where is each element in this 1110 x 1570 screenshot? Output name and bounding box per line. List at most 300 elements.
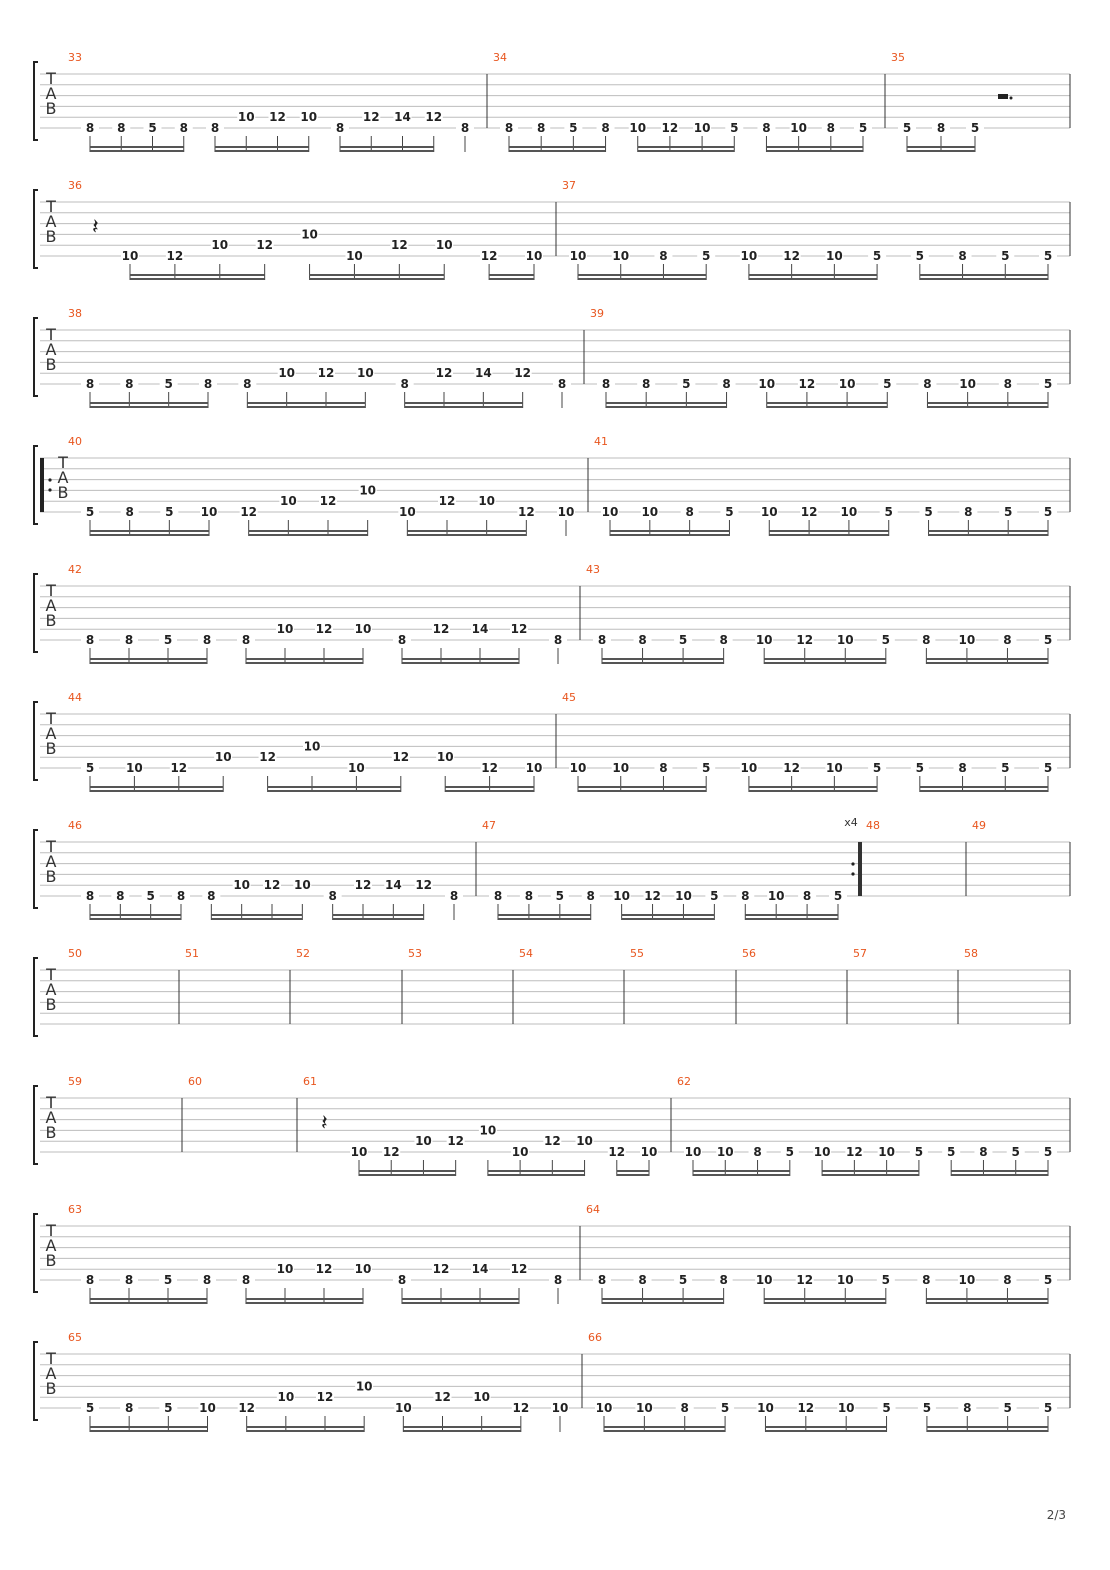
tab-clef-letter: B: [45, 355, 57, 374]
fret-number: 8: [659, 761, 668, 775]
fret-number: 8: [753, 1145, 762, 1159]
fret-number: 10: [684, 1145, 702, 1159]
fret-number: 10: [121, 249, 139, 263]
fret-number: 8: [923, 377, 932, 391]
tab-clef-letter: A: [45, 724, 57, 743]
fret-number: 10: [767, 889, 785, 903]
fret-number: 8: [722, 377, 731, 391]
fret-number: 5: [924, 505, 933, 519]
fret-number: 10: [826, 761, 843, 775]
fret-number: 10: [479, 1123, 497, 1138]
measure-number: 56: [742, 947, 756, 960]
fret-number: 12: [798, 377, 816, 391]
page-number: 2/3: [1046, 1508, 1066, 1522]
fret-number: 12: [800, 505, 818, 519]
fret-number: 8: [397, 1273, 407, 1287]
fret-number: 10: [612, 761, 630, 775]
fret-number: 8: [659, 249, 668, 263]
fret-number: 8: [125, 505, 134, 519]
fret-number: 12: [783, 249, 800, 263]
tab-clef-letter: A: [45, 1364, 57, 1383]
fret-number: 10: [478, 494, 496, 509]
system-bracket: [34, 958, 38, 1036]
fret-number: 5: [163, 1273, 173, 1287]
fret-number: 10: [757, 1401, 774, 1415]
fret-number: 8: [802, 889, 812, 903]
measure-number: 36: [68, 179, 82, 192]
fret-number: 12: [392, 750, 410, 765]
measure-number: 42: [68, 563, 82, 576]
half-rest: [998, 94, 1008, 99]
fret-number: 10: [126, 761, 143, 775]
fret-number: 8: [202, 1273, 212, 1287]
fret-number: 12: [415, 878, 433, 893]
fret-number: 10: [350, 1145, 368, 1159]
tab-system: [34, 1203, 1070, 1304]
fret-number: 10: [276, 1262, 294, 1277]
fret-number: 8: [685, 505, 694, 519]
fret-number: 8: [179, 121, 188, 135]
fret-number: 8: [210, 121, 220, 135]
fret-number: 8: [493, 889, 503, 903]
fret-number: 8: [638, 1273, 647, 1287]
fret-number: 12: [796, 633, 814, 647]
fret-number: 8: [397, 633, 407, 647]
tab-system: [34, 1075, 1070, 1176]
fret-number: 5: [1043, 633, 1053, 647]
measure-number: 63: [68, 1203, 82, 1216]
fret-number: 5: [947, 1145, 956, 1159]
fret-number: 10: [838, 377, 856, 391]
measure-number: 33: [68, 51, 82, 64]
fret-number: 8: [176, 889, 186, 903]
fret-number: 10: [760, 505, 778, 519]
fret-number: 10: [740, 761, 758, 775]
fret-number: 10: [415, 1134, 432, 1149]
fret-number: 10: [636, 1401, 653, 1415]
fret-number: 12: [319, 494, 337, 509]
fret-number: 10: [436, 750, 454, 765]
fret-number: 8: [557, 377, 567, 391]
fret-number: 5: [148, 121, 157, 135]
fret-number: 10: [199, 1401, 216, 1415]
fret-number: 12: [608, 1145, 626, 1159]
measure-number: 37: [562, 179, 576, 192]
fret-number: 5: [1011, 1145, 1020, 1159]
fret-number: 12: [269, 110, 286, 125]
fret-number: 8: [241, 1273, 251, 1287]
fret-number: 8: [553, 633, 563, 647]
measure-number: 35: [891, 51, 905, 64]
tab-clef-letter: A: [45, 1236, 57, 1255]
tab-clef-letter: A: [45, 84, 57, 103]
fret-number: 5: [882, 1401, 891, 1415]
fret-number: 8: [741, 889, 750, 903]
measure-number: 49: [972, 819, 986, 832]
fret-number: 12: [434, 1390, 451, 1405]
fret-number: 12: [259, 750, 276, 765]
tab-clef-letter: A: [45, 212, 57, 231]
tab-clef-letter: T: [46, 1349, 56, 1368]
tab-clef-letter: B: [45, 995, 57, 1014]
fret-number: 12: [354, 878, 372, 893]
fret-number: 10: [359, 483, 377, 498]
fret-number: 10: [278, 366, 296, 381]
fret-number: 12: [256, 238, 274, 253]
fret-number: 8: [524, 889, 534, 903]
fret-number: 5: [678, 1273, 688, 1287]
fret-number: 10: [675, 889, 692, 903]
tab-clef-letter: A: [45, 1108, 57, 1127]
fret-number: 8: [680, 1401, 689, 1415]
tab-clef-letter: A: [45, 340, 57, 359]
tab-system: [34, 691, 1070, 792]
repeat-dot: [851, 872, 854, 875]
measure-number: 55: [630, 947, 644, 960]
fret-number: 5: [833, 889, 843, 903]
fret-number: 12: [432, 622, 450, 637]
fret-number: 8: [963, 1401, 972, 1415]
tab-clef-letter: T: [46, 325, 56, 344]
fret-number: 8: [964, 505, 973, 519]
fret-number: 5: [730, 121, 739, 135]
fret-number: 10: [356, 366, 374, 381]
tab-clef-letter: T: [46, 965, 56, 984]
tab-clef-letter: T: [46, 581, 56, 600]
fret-number: 10: [958, 633, 976, 647]
fret-number: 12: [170, 761, 188, 775]
fret-number: 8: [1003, 377, 1012, 391]
fret-number: 10: [398, 505, 416, 519]
fret-number: 5: [1043, 249, 1053, 263]
fret-number: 8: [85, 633, 95, 647]
fret-number: 5: [678, 633, 688, 647]
fret-number: 12: [435, 366, 453, 381]
measure-number: 62: [677, 1075, 691, 1088]
fret-number: 5: [1043, 1401, 1053, 1415]
system-bracket: [34, 830, 38, 908]
fret-number: 10: [277, 1390, 295, 1405]
fret-number: 12: [796, 1273, 814, 1287]
fret-number: 8: [85, 377, 95, 391]
fret-number: 8: [719, 1273, 728, 1287]
fret-number: 5: [914, 1145, 924, 1159]
fret-number: 10: [525, 249, 543, 263]
measure-number: 45: [562, 691, 576, 704]
fret-number: 10: [435, 238, 453, 253]
fret-number: 8: [762, 121, 771, 135]
fret-number: 10: [511, 1145, 529, 1159]
measure-number: 46: [68, 819, 82, 832]
repeat-start-barline: [40, 458, 44, 512]
fret-number: 5: [710, 889, 719, 903]
measure-number: 43: [586, 563, 600, 576]
fret-number: 10: [959, 377, 976, 391]
tab-clef-letter: A: [45, 852, 57, 871]
fret-number: 12: [432, 1262, 450, 1277]
fret-number: 8: [826, 121, 835, 135]
fret-number: 8: [124, 1401, 134, 1415]
fret-number: 10: [837, 1401, 855, 1415]
fret-number: 10: [641, 505, 659, 519]
fret-number: 5: [872, 761, 882, 775]
fret-number: 5: [725, 505, 734, 519]
system-bracket: [34, 190, 38, 268]
fret-number: 12: [447, 1134, 465, 1149]
fret-number: 8: [719, 633, 728, 647]
fret-number: 8: [1003, 1273, 1012, 1287]
tab-clef-letter: B: [45, 227, 57, 246]
fret-number: 10: [755, 633, 773, 647]
repeat-dot: [48, 488, 51, 491]
measure-number: 57: [853, 947, 867, 960]
fret-number: 5: [902, 121, 912, 135]
measure-number: 47: [482, 819, 496, 832]
fret-number: 5: [702, 761, 711, 775]
measure-number: 65: [68, 1331, 82, 1344]
fret-number: 10: [300, 110, 318, 125]
fret-number: 5: [165, 505, 174, 519]
fret-number: 12: [514, 366, 532, 381]
fret-number: 10: [758, 377, 776, 391]
fret-number: 12: [425, 110, 443, 125]
fret-number: 12: [316, 1390, 334, 1405]
fret-number: 12: [390, 238, 408, 253]
fret-number: 8: [601, 377, 611, 391]
fret-number: 10: [233, 878, 251, 893]
fret-number: 10: [355, 1379, 373, 1394]
fret-number: 5: [1043, 505, 1053, 519]
tab-clef-letter: T: [46, 69, 56, 88]
tab-system: [34, 563, 1070, 664]
fret-number: 12: [315, 622, 333, 637]
fret-number: 10: [394, 1401, 412, 1415]
fret-number: 12: [382, 1145, 400, 1159]
fret-number: 10: [557, 505, 575, 519]
fret-number: 5: [1043, 1145, 1053, 1159]
fret-number: 8: [449, 889, 459, 903]
fret-number: 8: [328, 889, 337, 903]
fret-number: 10: [629, 121, 647, 135]
system-bracket: [34, 702, 38, 780]
fret-number: 10: [826, 249, 843, 263]
measure-number: 40: [68, 435, 82, 448]
fret-number: 14: [394, 110, 411, 125]
fret-number: 8: [537, 121, 546, 135]
fret-number: 5: [569, 121, 578, 135]
measure-number: 61: [303, 1075, 317, 1088]
measure-number: 38: [68, 307, 82, 320]
fret-number: 5: [1004, 505, 1013, 519]
fret-number: 12: [480, 249, 498, 263]
fret-number: 12: [846, 1145, 863, 1159]
system-bracket: [34, 1342, 38, 1420]
fret-number: 10: [473, 1390, 491, 1405]
tab-clef-letter: T: [46, 197, 56, 216]
tab-system: [34, 307, 1070, 408]
fret-number: 5: [555, 889, 564, 903]
system-bracket: [34, 1086, 38, 1164]
fret-number: 8: [642, 377, 651, 391]
fret-number: 5: [1043, 377, 1053, 391]
fret-number: 8: [936, 121, 946, 135]
fret-number: 8: [243, 377, 252, 391]
fret-number: 8: [460, 121, 470, 135]
fret-number: 14: [384, 878, 402, 893]
fret-number: 12: [240, 505, 258, 519]
fret-number: 8: [203, 377, 213, 391]
fret-number: 8: [601, 121, 610, 135]
repeat-dot: [48, 478, 51, 481]
fret-number: 10: [303, 739, 321, 754]
measure-number: 50: [68, 947, 82, 960]
fret-number: 8: [241, 633, 251, 647]
fret-number: 8: [202, 633, 212, 647]
tab-system: [34, 435, 1070, 536]
system-bracket: [34, 62, 38, 140]
fret-number: 8: [116, 889, 125, 903]
fret-number: 8: [922, 1273, 931, 1287]
fret-number: 5: [785, 1145, 794, 1159]
fret-number: 5: [881, 1273, 890, 1287]
rest-dot: [1010, 97, 1013, 100]
fret-number: 10: [813, 1145, 831, 1159]
tab-clef-letter: A: [45, 596, 57, 615]
measure-number: 64: [586, 1203, 600, 1216]
fret-number: 5: [682, 377, 691, 391]
fret-number: 10: [348, 761, 365, 775]
fret-number: 10: [276, 622, 294, 637]
fret-number: 10: [211, 238, 229, 253]
fret-number: 8: [958, 249, 967, 263]
tab-system: [34, 179, 1070, 280]
repeat-count: x4: [844, 816, 858, 829]
measure-number: 60: [188, 1075, 202, 1088]
fret-number: 12: [543, 1134, 561, 1149]
fret-number: 10: [740, 249, 758, 263]
fret-number: 10: [613, 889, 630, 903]
measure-number: 41: [594, 435, 608, 448]
fret-number: 5: [146, 889, 155, 903]
system-bracket: [34, 318, 38, 396]
fret-number: 12: [362, 110, 380, 125]
fret-number: 5: [915, 761, 924, 775]
fret-number: 5: [884, 505, 893, 519]
fret-number: 10: [346, 249, 363, 263]
fret-number: 5: [872, 249, 882, 263]
tab-clef-letter: B: [45, 1379, 57, 1398]
fret-number: 10: [279, 494, 297, 509]
fret-number: 10: [551, 1401, 569, 1415]
fret-number: 10: [525, 761, 543, 775]
fret-number: 10: [601, 505, 619, 519]
tab-clef-letter: B: [45, 1251, 57, 1270]
tab-clef-letter: B: [57, 483, 69, 502]
tab-clef-letter: T: [46, 837, 56, 856]
fret-number: 10: [354, 1262, 372, 1277]
fret-number: 8: [85, 1273, 95, 1287]
measure-number: 34: [493, 51, 507, 64]
fret-number: 12: [317, 366, 335, 381]
fret-number: 10: [237, 110, 255, 125]
fret-number: 8: [125, 377, 134, 391]
fret-number: 10: [878, 1145, 895, 1159]
fret-number: 10: [595, 1401, 613, 1415]
tab-clef-letter: T: [46, 1221, 56, 1240]
fret-number: 12: [438, 494, 456, 509]
measure-number: 66: [588, 1331, 602, 1344]
fret-number: 10: [790, 121, 807, 135]
fret-number: 5: [1003, 1401, 1012, 1415]
repeat-dot: [851, 862, 854, 865]
fret-number: 8: [922, 633, 931, 647]
fret-number: 10: [958, 1273, 976, 1287]
tab-clef-letter: A: [45, 980, 57, 999]
fret-number: 5: [720, 1401, 730, 1415]
fret-number: 5: [163, 633, 173, 647]
fret-number: 8: [85, 121, 95, 135]
fret-number: 8: [124, 633, 134, 647]
fret-number: 10: [840, 505, 858, 519]
fret-number: 5: [1001, 761, 1010, 775]
measure-number: 52: [296, 947, 310, 960]
tab-system: [34, 947, 1070, 1036]
fret-number: 5: [858, 121, 868, 135]
tab-system: [34, 816, 1070, 920]
tab-clef-letter: B: [45, 1123, 57, 1142]
fret-number: 12: [315, 1262, 333, 1277]
fret-number: 10: [569, 761, 587, 775]
fret-number: 12: [238, 1401, 256, 1415]
fret-number: 8: [400, 377, 409, 391]
fret-number: 10: [640, 1145, 658, 1159]
tab-system: [34, 51, 1070, 152]
fret-number: 8: [979, 1145, 988, 1159]
fret-number: 5: [922, 1401, 932, 1415]
fret-number: 8: [85, 889, 95, 903]
fret-number: 10: [576, 1134, 593, 1149]
fret-number: 5: [883, 377, 892, 391]
fret-number: 12: [166, 249, 184, 263]
fret-number: 5: [881, 633, 890, 647]
fret-number: 10: [569, 249, 587, 263]
measure-number: 44: [68, 691, 82, 704]
fret-number: 14: [471, 1262, 489, 1277]
measure-number: 39: [590, 307, 604, 320]
tab-clef-letter: B: [45, 611, 57, 630]
fret-number: 12: [644, 889, 661, 903]
fret-number: 5: [702, 249, 711, 263]
fret-number: 12: [517, 505, 535, 519]
fret-number: 5: [915, 249, 924, 263]
fret-number: 10: [716, 1145, 734, 1159]
system-bracket: [34, 446, 38, 524]
fret-number: 10: [200, 505, 218, 519]
fret-number: 8: [958, 761, 967, 775]
fret-number: 10: [214, 750, 232, 765]
tab-clef-letter: B: [45, 867, 57, 886]
fret-number: 12: [481, 761, 498, 775]
fret-number: 5: [85, 505, 95, 519]
fret-number: 8: [1003, 633, 1012, 647]
fret-number: 8: [638, 633, 647, 647]
system-bracket: [34, 1214, 38, 1292]
quarter-rest: 𝄽: [321, 1111, 328, 1136]
fret-number: 10: [836, 633, 854, 647]
fret-number: 8: [117, 121, 126, 135]
measure-number: 59: [68, 1075, 82, 1088]
fret-number: 12: [263, 878, 281, 893]
